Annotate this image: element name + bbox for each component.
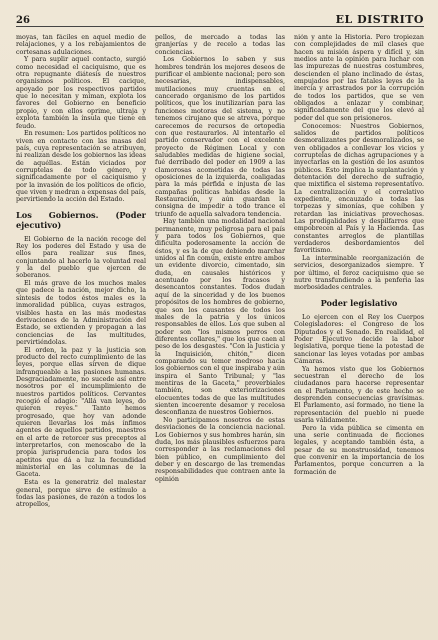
paragraph: El orden, la paz y la justicia son producto del recto cumplimiento de las leyes, porque ellas sirven de dique infranqueable a las pasiones humanas. Desgraciadamente, no sucede así entre nosotros por el incumplimiento de nuestros partidos políticos. Cervantes recogió el adagio: "Allá van leyes, do quieren reyes." Tanto hemos progresado, que hoy van adonde quieren llevarlas los más ínfimos agentes de aquellos partidos, maestros en el arte de retorcer sus preceptos al interpretarlos, con menoscabo de la propia jurisprudencia para todos los apetitos que dá a luz la fecundidad ministerial en las columnas de la Gaceta. bbox=[16, 346, 146, 479]
paragraph: nión y ante la Historia. Pero tropiezan con complejidades de mil clases que hacen su misión áspera y difícil y, sin medios ante la opinión para luchar con las impurezas de nuestras costumbres, descienden el plano inclinado de éstas, empujados por las fatales leyes de la inercia y arrastrados por la corrupción de todos los partidos, que se ven obligados a enlazar y combinar, significadamente del que los elevó al poder del que son prisioneros. bbox=[294, 34, 424, 122]
paragraph: Lo ejercen con el Rey los Cuerpos Colegisladores: el Congreso de los Diputados y el Senado. En realidad, el Poder Ejecutivo decide la labor legislativa, porque tiene la potestad de sancionar las leyes votadas por ambas Cámaras. bbox=[294, 313, 424, 365]
paragraph: La interminable reorganización de servicios, desorganizados siempre. Y por último, el feroz caciquismo que se nutre transfundiendo a la penferia las morbosidades centrales. bbox=[294, 255, 424, 292]
page-number: 26 bbox=[16, 15, 30, 26]
paragraph: Ya hemos visto que los Gobiernos secuestran el derecho de los ciudadanos para hacerse representar en el Parlamento, y de este hecho se desprenden consecuencias gravísimas. El Parlamento, así formado, no tiene la representación del pueblo ni puede usarla válidamente. bbox=[294, 365, 424, 425]
column-3 bbox=[294, 34, 424, 634]
paragraph: pellos, de mercado a todas las granjerías y de recelo a todas las conciencias. bbox=[155, 34, 285, 56]
paragraph: En resumen: Los partidos políticos no viven en contacto con las masas del país, cuya representación se atribuyen, ni realizan desde los gobiernos las ideas de aquéllas. Están viciados por corruptelas de todo género, y significadamente por el caciquismo y por la invasión de los políticos de oficio, que viven y medran a expensas del país, pervirtiendo la acción del Estado. bbox=[16, 130, 146, 204]
section-heading: Poder legislativo bbox=[320, 297, 398, 308]
paragraph: Conocemos: Nuestros Gobiernos, salidos de partidos políticos desmoralizantes por desmoralizados, se ven obligados a conllevar los vicios y corruptelas de dichas agrupaciones y a inyectarlas en la gestión de los asuntos públicos. Esto implica la suplantación y detentación del derecho de sufragio, que mixtifica el sistema representativo. La centralización y el correlativo expediente, encauzado a todas las torpezas y simonías, que cohíben y retardan las iniciativas provechosas. Las prodigalidades y despilfarros que empobrecen al País y la Hacienda. Las constantes arreglos de plantillas verdaderos desbordamientos del favoritismo. bbox=[294, 122, 424, 255]
column-1 bbox=[16, 34, 146, 634]
paragraph: Pero la vida pública se cimenta en una serie continuada de ficciones legales, y aceptando también ésta, a pesar de su monstruosidad, tenemos que convenir en la importancia de los Parlamentos, porque concurren a la formación de bbox=[294, 424, 424, 476]
paragraph: moyas, tan fáciles en aquel medio de relajaciones, y a los rebajamientos de cortesanas adulaciones. bbox=[16, 34, 146, 56]
paragraph: Hay también una modalidad nacional permanente, muy peligrosa para el país y para todos los Gobiernos, que dificulta poderosamente la acción de éstos, y es la de que debiendo marchar unidos al fin común, existe entre ambos un evidente divorcio, cimentado, sin duda, en causales históricos y acentuado por los fracasos y desencantos constantes. Todos dudan aquí de la sinceridad y de los buenos propósitos de los hombres de gobierno, que son los causantes de todos los males de la patria y los únicos responsables de ellos. Los que suben al poder son "los mismos perros con diferentes collares," que los que caen al peso de los desgastes. "Con la Justicia y la Inquisición, chitón," dicen comparando su temor medroso hacia los gobiernos con el que inspiraba y aún inspira el Santo Tribunal; y "las mentiras de la Gaceta," proverbiales también, son exteriorizaciones elocuentes todas de que las multitudes sienten incoerente desamor y recelosa desconfianza de nuestros Gobiernos. bbox=[155, 218, 285, 417]
paragraph: Esta es la generatriz del malestar general, porque sirve de estímulo a todas las pasiones, de razón a todos los atropellos, bbox=[16, 479, 146, 509]
text-columns bbox=[16, 34, 424, 634]
paragraph: Los Gobiernos lo saben y sus hombres tendrán los mejores deseos de purificar el ambiente nacional; pero son necesarias, indispensables, mutilaciones muy cruentas en el cancerado organismo de los partidos políticos, que los inutilizarían para las funciones motoras del sistema, y no tenemos cirujano que se atreva, porque carecemos de recursos de ortopedia con que restaurarlos. Al intentarlo el partido conservador con el excelente proyecto de Régimen Local y con saludables medidas de higiene social, fué derribado del poder en 1909 a las clamorosas acometidas de todas las oposiciones de la izquierda, coaligadas para la más pérfida e injusta de las campañas políticas habidas desde la Restauración, y aún guardan la consigna de impedir a todo trance el triunfo de aquella salvadora tendencia. bbox=[155, 56, 285, 218]
column-2 bbox=[155, 34, 285, 634]
paragraph: Y para suplir aquel contacto, surgió como necesidad el caciquismo, que es otra repugnante diátesis de nuestros organismos políticos. El cacique, apoyado por los respectivos partidos que lo necesitan y miman, explota los favores del Gobierno en beneficio propio, y con ellos oprime, ultraja y explota también la ínsula que tiene en feudo. bbox=[16, 56, 146, 130]
journal-title: EL DISTRITO bbox=[335, 13, 424, 26]
paragraph: El más grave de los muchos males que padece la nación, mejor dicho, la síntesis de todos éstos males es la inmoralidad pública, cuyas estragos, visibles hasta en las más modestas derivaciones de la Administración del Estado, se extienden y propagan a las conciencias de las multitudes, pervirtiéndolas. bbox=[16, 280, 146, 346]
section-heading: Los Gobiernos. (Poder ejecutivo) bbox=[16, 209, 146, 230]
paragraph: El Gobierno de la nación recoge del Rey los poderes del Estado y usa de ellos para realizar sus fines, conjuntando al hacerlo la voluntad real y la del pueblo que ejercen de soberanos. bbox=[16, 235, 146, 280]
page-header bbox=[16, 6, 424, 27]
paragraph: No participamos nosotros de estas desviaciones de la conciencia nacional. Los Gobiernos y sus hombres harán, sin duda, los más plausibles esfuerzos para corresponder a las reclamaciones del bien público, en cumplimiento del deber y en descargo de las tremendas responsabilidades que contraen ante la opinión bbox=[155, 417, 285, 483]
